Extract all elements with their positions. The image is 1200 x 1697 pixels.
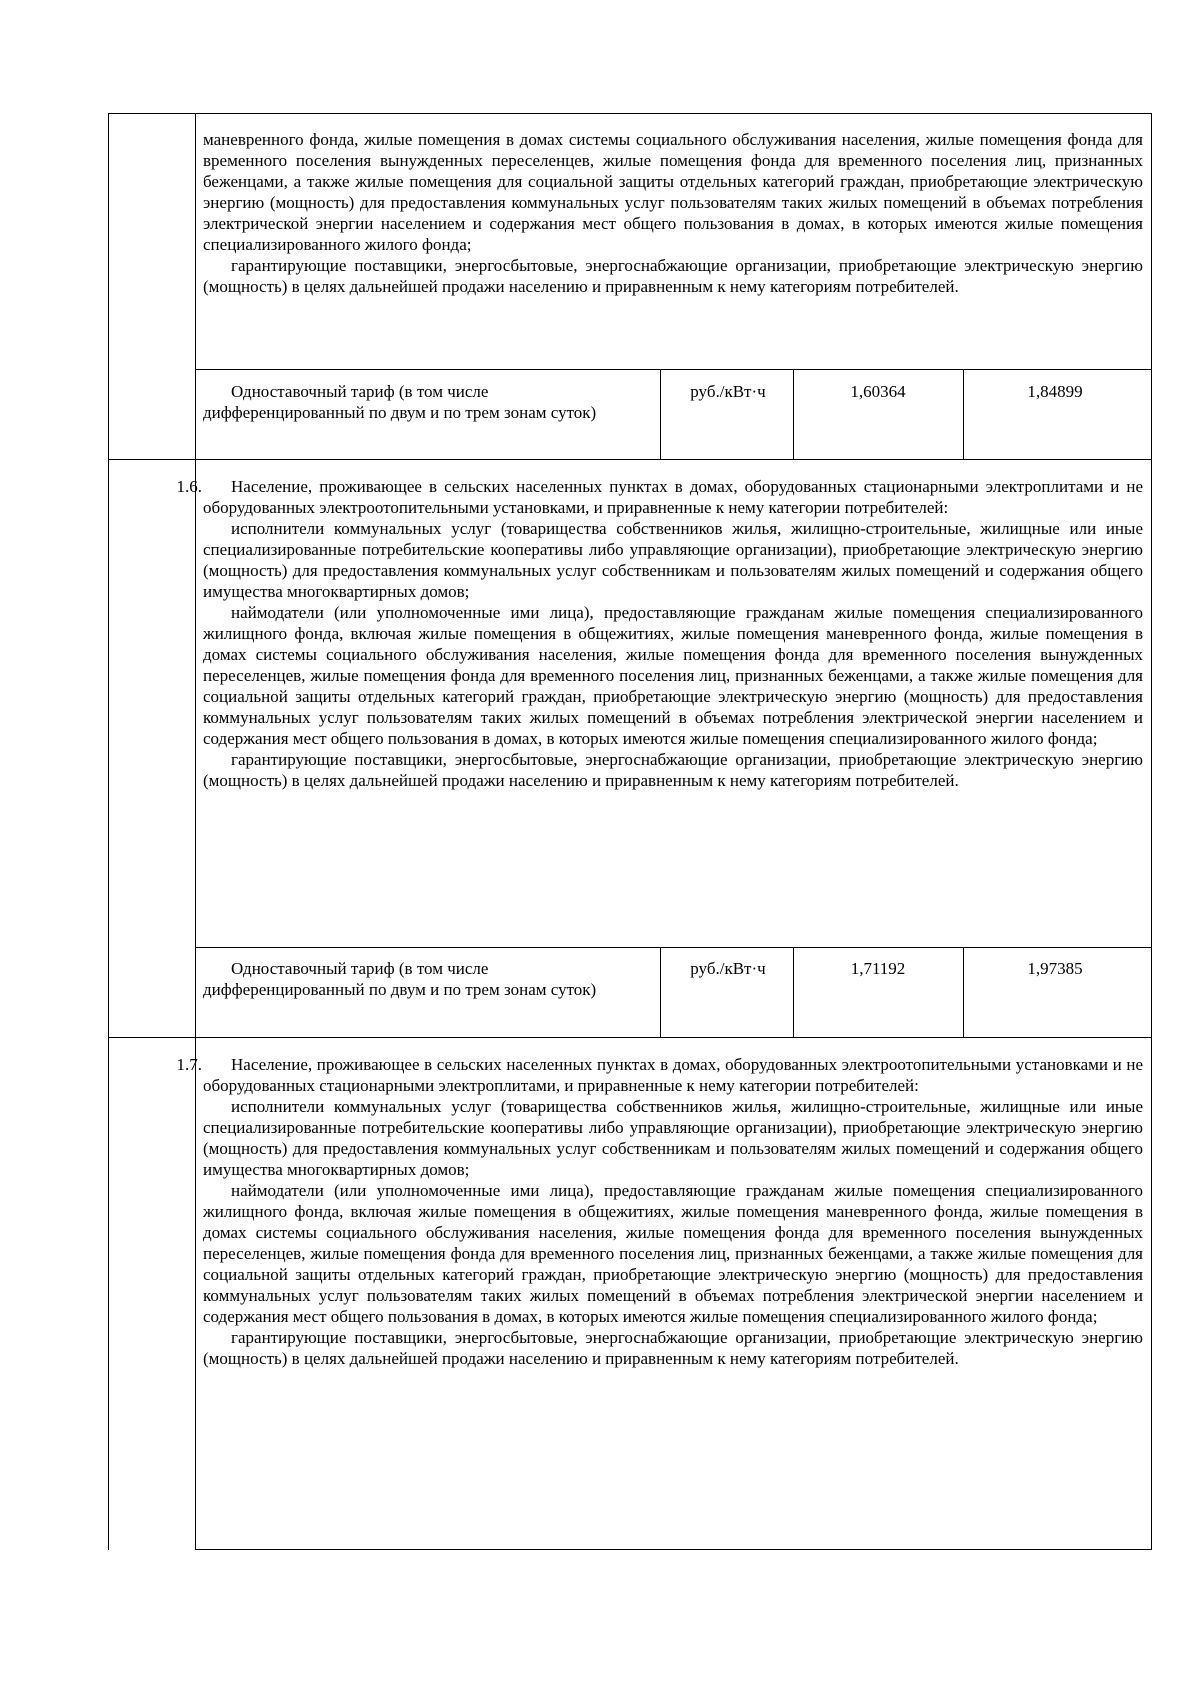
table-right-border: [1151, 113, 1152, 1550]
block-top-paragraph-2: гарантирующие поставщики, энергосбытовые, энергоснабжающие организации, приобретающие электрическую энергию (мощность) в целях дальнейшей продажи населению и приравненным к нему категориям потребителей.: [203, 256, 1143, 296]
block-1-6-paragraph-3: наймодатели (или уполномоченные ими лица), предоставляющие гражданам жилые помещения специализированного жилищного фонда, включая жилые помещения в общежитиях, жилые помещения маневренного фонда, жилые помещения в домах системы социального обслуживания населения, жилые помещения фонда для временного поселения вынужденных переселенцев, жилые помещения фонда для временного поселения лиц, признанных беженцами, а также жилые помещения для социальной защиты отдельных категорий граждан, приобретающие электрическую энергию (мощность) для предоставления коммунальных услуг пользователям таких жилых помещений в объемах потребления электрической энергии населением и содержания мест общего пользования в домах, в которых имеются жилые помещения специализированного жилого фонда;: [203, 603, 1143, 748]
tariff-row-top-border: [195, 369, 1152, 370]
tariff-name-cell: Одноставочный тариф (в том числе дифференцированный по двум и по трем зонам суток): [203, 959, 597, 999]
tariff-unit-cell: руб./кВт·ч: [690, 382, 766, 401]
block-top-text: [203, 129, 1143, 297]
block-1-7-paragraph-3: наймодатели (или уполномоченные ими лица), предоставляющие гражданам жилые помещения специализированного жилищного фонда, включая жилые помещения в общежитиях, жилые помещения маневренного фонда, жилые помещения в домах системы социального обслуживания населения, жилые помещения фонда для временного поселения вынужденных переселенцев, жилые помещения фонда для временного поселения лиц, признанных беженцами, а также жилые помещения для социальной защиты отдельных категорий граждан, приобретающие электрическую энергию (мощность) для предоставления коммунальных услуг пользователям таких жилых помещений в объемах потребления электрической энергии населением и содержания мест общего пользования в домах, в которых имеются жилые помещения специализированного жилого фонда;: [203, 1181, 1143, 1326]
row-number-1-7: 1.7.: [176, 1055, 202, 1074]
tariff-value-1-cell: 1,60364: [850, 382, 906, 401]
tariff-unit-cell: руб./кВт·ч: [690, 959, 766, 978]
tariff-value-2-cell: 1,97385: [1027, 959, 1083, 978]
block-1-6-paragraph-2: исполнители коммунальных услуг (товарищества собственников жилья, жилищно-строительные, жилищные или иные специализированные потребительские кооперативы либо управляющие организации), приобретающие электрическую энергию (мощность) для предоставления коммунальных услуг собственникам и пользователям жилых помещений и содержания общего имущества многоквартирных домов;: [203, 519, 1143, 601]
tariff-value-1-cell: 1,71192: [850, 959, 906, 978]
block-1-6-paragraph-4: гарантирующие поставщики, энергосбытовые, энергоснабжающие организации, приобретающие электрическую энергию (мощность) в целях дальнейшей продажи населению и приравненным к нему категориям потребителей.: [203, 750, 1143, 790]
block-1-7-paragraph-2: исполнители коммунальных услуг (товарищества собственников жилья, жилищно-строительные, жилищные или иные специализированные потребительские кооперативы либо управляющие организации), приобретающие электрическую энергию (мощность) для предоставления коммунальных услуг собственникам и пользователям жилых помещений и содержания общего имущества многоквартирных домов;: [203, 1097, 1143, 1179]
block-1-7-paragraph-1: Население, проживающее в сельских населенных пунктах в домах, оборудованных электроотопительными установками и не оборудованных стационарными электроплитами, и приравненные к нему категории потребителей:: [203, 1055, 1143, 1095]
block-top-paragraph-1: маневренного фонда, жилые помещения в домах системы социального обслуживания населения, жилые помещения фонда для временного поселения вынужденных переселенцев, жилые помещения фонда для временного поселения лиц, признанных беженцами, а также жилые помещения для социальной защиты отдельных категорий граждан, приобретающие электрическую энергию (мощность) для предоставления коммунальных услуг пользователям таких жилых помещений в объемах потребления электрической энергии населением и содержания мест общего пользования в домах, в которых имеются жилые помещения специализированного жилого фонда;: [203, 130, 1143, 254]
row-separator: [108, 459, 1152, 460]
block-1-7-text: [203, 1054, 1143, 1369]
table-bottom-border: [195, 1549, 1152, 1550]
row-number-1-6: 1.6.: [176, 477, 202, 496]
tariff-name-cell: Одноставочный тариф (в том числе дифференцированный по двум и по трем зонам суток): [203, 382, 597, 422]
block-1-6-text: [203, 476, 1143, 791]
tariff-name-unit-divider: [660, 947, 661, 1037]
tariff-row-top-border: [195, 947, 1152, 948]
row-separator: [108, 1037, 1152, 1038]
table-number-column-border: [195, 113, 196, 1550]
table-left-border: [108, 113, 109, 1550]
block-1-7-paragraph-4: гарантирующие поставщики, энергосбытовые, энергоснабжающие организации, приобретающие электрическую энергию (мощность) в целях дальнейшей продажи населению и приравненным к нему категориям потребителей.: [203, 1328, 1143, 1368]
block-1-6-paragraph-1: Население, проживающее в сельских населенных пунктах в домах, оборудованных стационарными электроплитами и не оборудованных электроотопительными установками, и приравненные к нему категории потребителей:: [203, 477, 1143, 517]
table-top-border: [108, 113, 1152, 114]
tariff-name-unit-divider: [660, 369, 661, 459]
tariff-value-2-cell: 1,84899: [1027, 382, 1083, 401]
